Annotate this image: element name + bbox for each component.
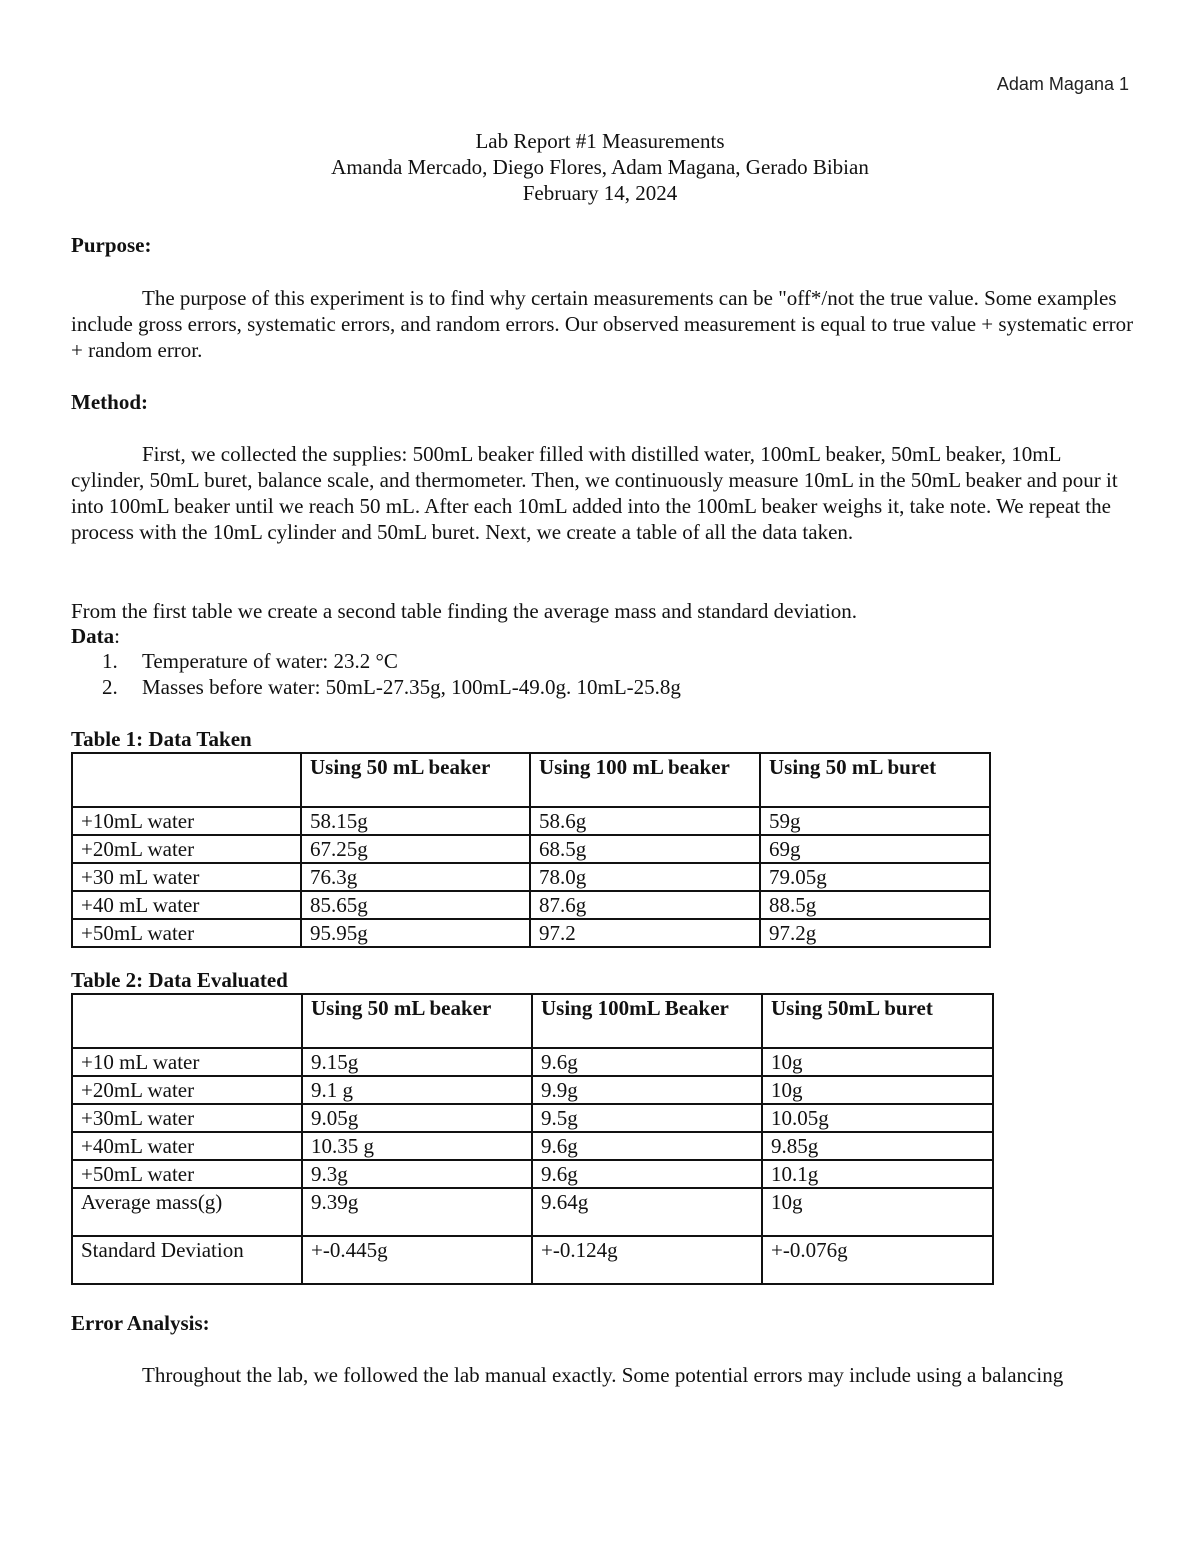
- table-cell: +-0.445g: [302, 1236, 532, 1284]
- table-cell: 9.5g: [532, 1104, 762, 1132]
- list-number: 2.: [102, 675, 118, 699]
- table-row: [72, 891, 990, 919]
- table-cell: 58.6g: [530, 807, 760, 835]
- table-cell: 9.3g: [302, 1160, 532, 1188]
- table-cell: 67.25g: [301, 835, 530, 863]
- table-cell: 88.5g: [760, 891, 990, 919]
- header-cell: Using 50 mL beaker: [301, 753, 530, 807]
- table1: [71, 752, 991, 948]
- method-text: First, we collected the supplies: 500mL beaker filled with distilled water, 100mL beaker, 50mL beaker, 10mL cylinder, 50mL buret, balance scale, and thermometer. Then, we continuously measure 10mL in the 50mL beaker and pour it into 100mL beaker until we reach 50 mL. After each 10mL added into the 100mL beaker weighs it, take note. We repeat the process with the 10mL cylinder and 50mL buret. Next, we create a table of all the data taken.: [71, 442, 1118, 544]
- table-header-row: [72, 753, 990, 807]
- table-row: [72, 1048, 993, 1076]
- table2: [71, 993, 994, 1285]
- table-row: [72, 1236, 993, 1284]
- header-cell: Using 50mL buret: [762, 994, 993, 1048]
- table-cell: 10.05g: [762, 1104, 993, 1132]
- table-row: [72, 835, 990, 863]
- header-cell: Using 50 mL buret: [760, 753, 990, 807]
- table-cell: +50mL water: [72, 1160, 302, 1188]
- list-number: 1.: [102, 649, 118, 673]
- table-cell: +30mL water: [72, 1104, 302, 1132]
- header-cell: Using 100 mL beaker: [530, 753, 760, 807]
- table-cell: 85.65g: [301, 891, 530, 919]
- table-row: [72, 1104, 993, 1132]
- list-text: Masses before water: 50mL-27.35g, 100mL-49.0g. 10mL-25.8g: [142, 675, 681, 699]
- table-cell: 9.85g: [762, 1132, 993, 1160]
- table-cell: 97.2g: [760, 919, 990, 947]
- header-cell: [72, 994, 302, 1048]
- table-row: [72, 807, 990, 835]
- table-cell: 9.15g: [302, 1048, 532, 1076]
- data-heading-line: [71, 623, 1136, 649]
- table-cell: 59g: [760, 807, 990, 835]
- table-cell: 9.6g: [532, 1160, 762, 1188]
- table-cell: 9.6g: [532, 1132, 762, 1160]
- table-cell: 68.5g: [530, 835, 760, 863]
- table-cell: 9.1 g: [302, 1076, 532, 1104]
- table-header-row: [72, 994, 993, 1048]
- table-cell: Average mass(g): [72, 1188, 302, 1236]
- method-paragraph: [71, 441, 1136, 545]
- header-cell: [72, 753, 301, 807]
- data-heading-colon: :: [114, 624, 121, 648]
- list-item: [71, 674, 681, 700]
- table-cell: 97.2: [530, 919, 760, 947]
- table-cell: 9.9g: [532, 1076, 762, 1104]
- table-row: [72, 919, 990, 947]
- table-cell: +-0.124g: [532, 1236, 762, 1284]
- table-cell: +10 mL water: [72, 1048, 302, 1076]
- table-cell: 9.05g: [302, 1104, 532, 1132]
- report-date: February 14, 2024: [522, 181, 678, 205]
- purpose-paragraph: [71, 285, 1136, 363]
- table2-title: Table 2: Data Evaluated: [71, 968, 288, 992]
- error-analysis-heading: Error Analysis:: [71, 1311, 210, 1335]
- table-cell: +-0.076g: [762, 1236, 993, 1284]
- purpose-text: The purpose of this experiment is to find why certain measurements can be "off*/not the true value. Some examples include gross errors, systematic errors, and random errors. Our observed measurement is equal to true value + systematic error + random error.: [71, 286, 1134, 362]
- report-authors: Amanda Mercado, Diego Flores, Adam Magana, Gerado Bibian: [331, 155, 869, 179]
- table1-title: Table 1: Data Taken: [71, 727, 252, 751]
- table-cell: 79.05g: [760, 863, 990, 891]
- error-analysis-paragraph: [71, 1362, 1136, 1388]
- error-analysis-text: Throughout the lab, we followed the lab manual exactly. Some potential errors may include using a balancing: [142, 1363, 1064, 1387]
- table-cell: +40 mL water: [72, 891, 301, 919]
- data-list: [71, 648, 681, 700]
- purpose-heading: Purpose:: [71, 233, 152, 257]
- header-cell: Using 100mL Beaker: [532, 994, 762, 1048]
- header-cell: Using 50 mL beaker: [302, 994, 532, 1048]
- report-title: Lab Report #1 Measurements: [475, 129, 725, 153]
- table-row: [72, 1160, 993, 1188]
- data-heading: Data: [71, 624, 115, 648]
- table-cell: +20mL water: [72, 1076, 302, 1104]
- table-cell: 95.95g: [301, 919, 530, 947]
- table-cell: 10g: [762, 1188, 993, 1236]
- table-cell: 78.0g: [530, 863, 760, 891]
- table-row: [72, 1132, 993, 1160]
- table-cell: 76.3g: [301, 863, 530, 891]
- table-cell: 10.1g: [762, 1160, 993, 1188]
- table-cell: 58.15g: [301, 807, 530, 835]
- table-cell: 9.64g: [532, 1188, 762, 1236]
- running-head: Adam Magana 1: [996, 74, 1129, 94]
- table-cell: 10.35 g: [302, 1132, 532, 1160]
- table-cell: 87.6g: [530, 891, 760, 919]
- table-cell: +40mL water: [72, 1132, 302, 1160]
- table-cell: +30 mL water: [72, 863, 301, 891]
- table-cell: +20mL water: [72, 835, 301, 863]
- list-item: [71, 648, 681, 674]
- method-paragraph-2: From the first table we create a second table finding the average mass and standard deviation.: [71, 599, 858, 623]
- table-cell: 10g: [762, 1076, 993, 1104]
- title-block: [0, 128, 1200, 206]
- table-cell: 69g: [760, 835, 990, 863]
- table-cell: 9.39g: [302, 1188, 532, 1236]
- table-cell: +50mL water: [72, 919, 301, 947]
- table-row: [72, 863, 990, 891]
- table-cell: +10mL water: [72, 807, 301, 835]
- table-row: [72, 1076, 993, 1104]
- table-cell: Standard Deviation: [72, 1236, 302, 1284]
- table-row: [72, 1188, 993, 1236]
- list-text: Temperature of water: 23.2 °C: [142, 649, 398, 673]
- table-cell: 9.6g: [532, 1048, 762, 1076]
- method-heading: Method:: [71, 390, 148, 414]
- table-cell: 10g: [762, 1048, 993, 1076]
